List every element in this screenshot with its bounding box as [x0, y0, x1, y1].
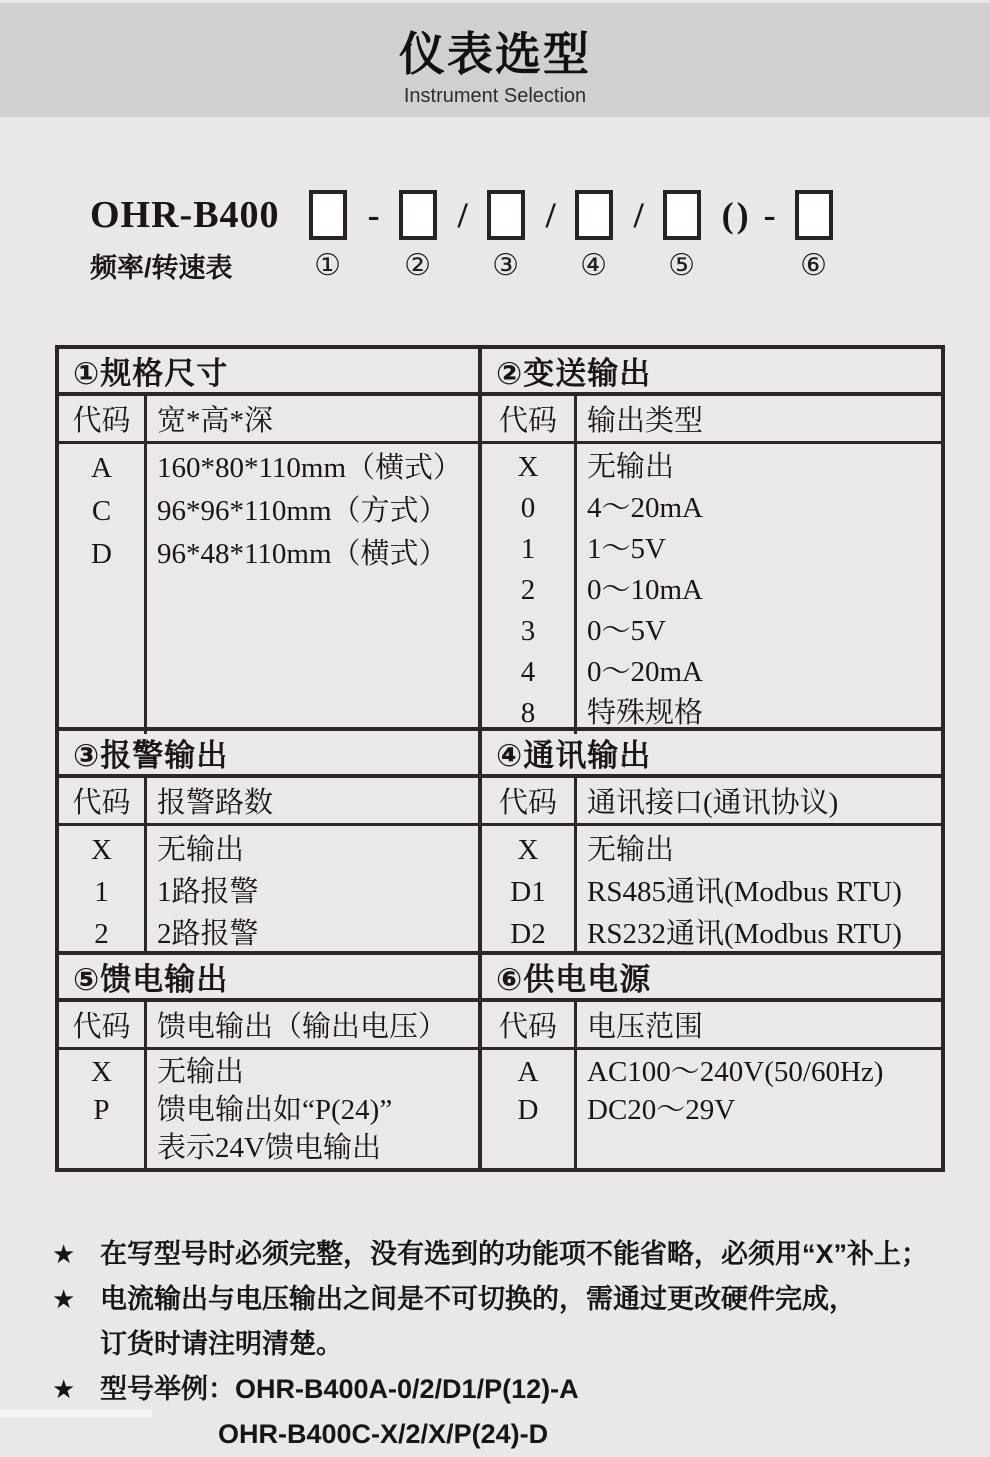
code-cell: 1	[94, 876, 109, 908]
body-row-5-6	[59, 1050, 941, 1168]
desc-column	[577, 1050, 941, 1168]
section-title: ⑤馈电输出	[59, 955, 482, 998]
model-slot-box	[399, 190, 437, 240]
model-slot-5	[634, 186, 701, 286]
header-row-3-4	[59, 778, 941, 826]
code-header: 代码	[59, 396, 147, 441]
model-slot-4	[546, 186, 613, 286]
desc-cell: 0～10mA	[587, 574, 704, 606]
model-slot-box	[487, 190, 525, 240]
section-title: ③报警输出	[59, 731, 482, 774]
code-column	[482, 1050, 577, 1168]
desc-header: 通讯接口(通讯协议)	[587, 787, 839, 819]
slot-number: ①	[314, 248, 342, 282]
section-title: ②变送输出	[496, 356, 652, 391]
note-text	[100, 1232, 928, 1277]
footnotes	[52, 1232, 964, 1457]
slot-number: ⑤	[668, 248, 696, 282]
code-column	[59, 826, 147, 955]
code-cell: D2	[510, 918, 546, 950]
desc-cell: 96*96*110mm（方式）	[157, 495, 448, 527]
model-prefix: OHR-B400	[90, 194, 280, 236]
code-cell: 1	[520, 533, 536, 565]
code-cell: 3	[520, 615, 536, 647]
note-line: 电流输出与电压输出之间是不可切换的，需通过更改硬件完成，	[100, 1284, 856, 1314]
body-row-3-4	[59, 826, 941, 955]
model-slot-2	[368, 186, 437, 286]
desc-header: 电压范围	[587, 1011, 704, 1043]
code-column	[59, 1050, 147, 1168]
desc-header: 输出类型	[587, 405, 704, 437]
slot-number: ④	[580, 248, 608, 282]
slot-number: ⑥	[800, 248, 828, 282]
note-item	[52, 1232, 964, 1277]
desc-cell: RS485通讯(Modbus RTU)	[587, 876, 902, 908]
model-code-diagram	[90, 186, 833, 286]
desc-cell: 表示24V馈电输出	[157, 1132, 381, 1164]
desc-cell: 4～20mA	[587, 492, 704, 524]
note-line: 在写型号时必须完整，没有选到的功能项不能省略，必须用“X”补上；	[100, 1239, 929, 1269]
desc-cell: DC20～29V	[587, 1094, 736, 1126]
title-row-1-2	[59, 349, 941, 396]
code-cell: X	[91, 834, 112, 866]
desc-cell: 96*48*110mm（横式）	[157, 538, 448, 570]
model-slot-1	[309, 186, 347, 286]
code-cell: X	[517, 834, 539, 866]
code-cell: C	[91, 495, 112, 527]
desc-cell: 无输出	[587, 451, 675, 483]
code-cell: X	[517, 451, 539, 483]
page-subtitle: Instrument Selection	[403, 85, 587, 107]
desc-cell: 1路报警	[157, 876, 259, 908]
desc-cell: RS232通讯(Modbus RTU)	[587, 918, 902, 950]
model-slot-3	[458, 186, 525, 286]
code-cell: D1	[510, 876, 546, 908]
header-row-5-6	[59, 1002, 941, 1050]
code-cell	[59, 1129, 144, 1167]
page-title: 仪表选型	[399, 28, 591, 80]
section-title: ④通讯输出	[496, 738, 652, 773]
title-row-5-6	[59, 955, 941, 1002]
body-row-1-2	[59, 444, 941, 731]
code-cell: 2	[520, 574, 536, 606]
desc-cell: AC100～240V(50/60Hz)	[587, 1056, 884, 1088]
desc-cell: 特殊规格	[587, 697, 704, 729]
section-title: ①规格尺寸	[59, 349, 482, 392]
note-text	[100, 1367, 579, 1457]
code-cell: X	[91, 1056, 112, 1088]
selection-table	[55, 345, 945, 1172]
series-label: 频率/转速表	[90, 252, 233, 283]
code-cell: D	[517, 1094, 539, 1126]
code-cell: 0	[520, 492, 536, 524]
slot-number: ③	[492, 248, 520, 282]
code-cell: 8	[520, 697, 536, 729]
desc-cell: 0～20mA	[587, 656, 704, 688]
desc-cell: 无输出	[157, 834, 245, 866]
separator: () -	[721, 195, 779, 235]
code-cell: A	[517, 1056, 539, 1088]
desc-cell: 1～5V	[587, 533, 666, 565]
desc-cell: 2路报警	[157, 918, 259, 950]
desc-column	[147, 444, 482, 734]
desc-header: 报警路数	[147, 778, 482, 823]
note-text	[100, 1277, 856, 1367]
desc-cell: 0～5V	[587, 615, 666, 647]
separator: /	[545, 195, 559, 235]
code-cell: 2	[94, 918, 109, 950]
section-title: ⑥供电电源	[496, 962, 652, 997]
model-slot-box	[663, 190, 701, 240]
desc-cell: 馈电输出如“P(24)”	[157, 1094, 393, 1126]
desc-cell: 160*80*110mm（横式）	[157, 452, 463, 484]
desc-cell: 无输出	[587, 834, 675, 866]
note-item-model-examples	[52, 1367, 964, 1457]
model-prefix-column	[90, 186, 280, 286]
separator: /	[633, 195, 647, 235]
code-header: 代码	[482, 1002, 577, 1047]
code-header: 代码	[59, 778, 147, 823]
desc-column	[577, 826, 941, 955]
model-slot-6	[722, 186, 833, 286]
model-slot-box	[795, 190, 833, 240]
model-example-1: 型号举例：OHR-B400A-0/2/D1/P(12)-A	[100, 1374, 579, 1404]
code-cell: 4	[520, 656, 536, 688]
code-column	[482, 444, 577, 734]
code-column	[482, 826, 577, 955]
desc-column	[147, 826, 482, 955]
code-cell: D	[91, 538, 112, 570]
code-cell: P	[93, 1094, 110, 1126]
code-header: 代码	[59, 1002, 147, 1047]
separator: -	[367, 195, 383, 235]
model-example-2: OHR-B400C-X/2/X/P(24)-D	[218, 1419, 549, 1449]
desc-header: 馈电输出（输出电压）	[147, 1002, 482, 1047]
note-item	[52, 1277, 964, 1367]
star-icon: ★	[52, 1284, 76, 1314]
desc-column	[147, 1050, 482, 1168]
star-icon: ★	[52, 1374, 76, 1404]
separator: /	[457, 195, 471, 235]
code-header: 代码	[482, 396, 577, 441]
note-line: 订货时请注明清楚。	[100, 1329, 343, 1359]
model-slot-box	[575, 190, 613, 240]
desc-cell: 无输出	[157, 1056, 245, 1088]
desc-column	[577, 444, 941, 734]
star-icon: ★	[52, 1239, 76, 1269]
title-banner	[0, 3, 990, 117]
desc-header: 宽*高*深	[147, 396, 482, 441]
bottom-edge-strip	[0, 1409, 152, 1417]
title-row-3-4	[59, 731, 941, 778]
slot-number: ②	[404, 248, 432, 282]
model-slot-box	[309, 190, 347, 240]
code-header: 代码	[482, 778, 577, 823]
header-row-1-2	[59, 396, 941, 444]
code-column	[59, 444, 147, 734]
code-cell: A	[91, 452, 112, 484]
